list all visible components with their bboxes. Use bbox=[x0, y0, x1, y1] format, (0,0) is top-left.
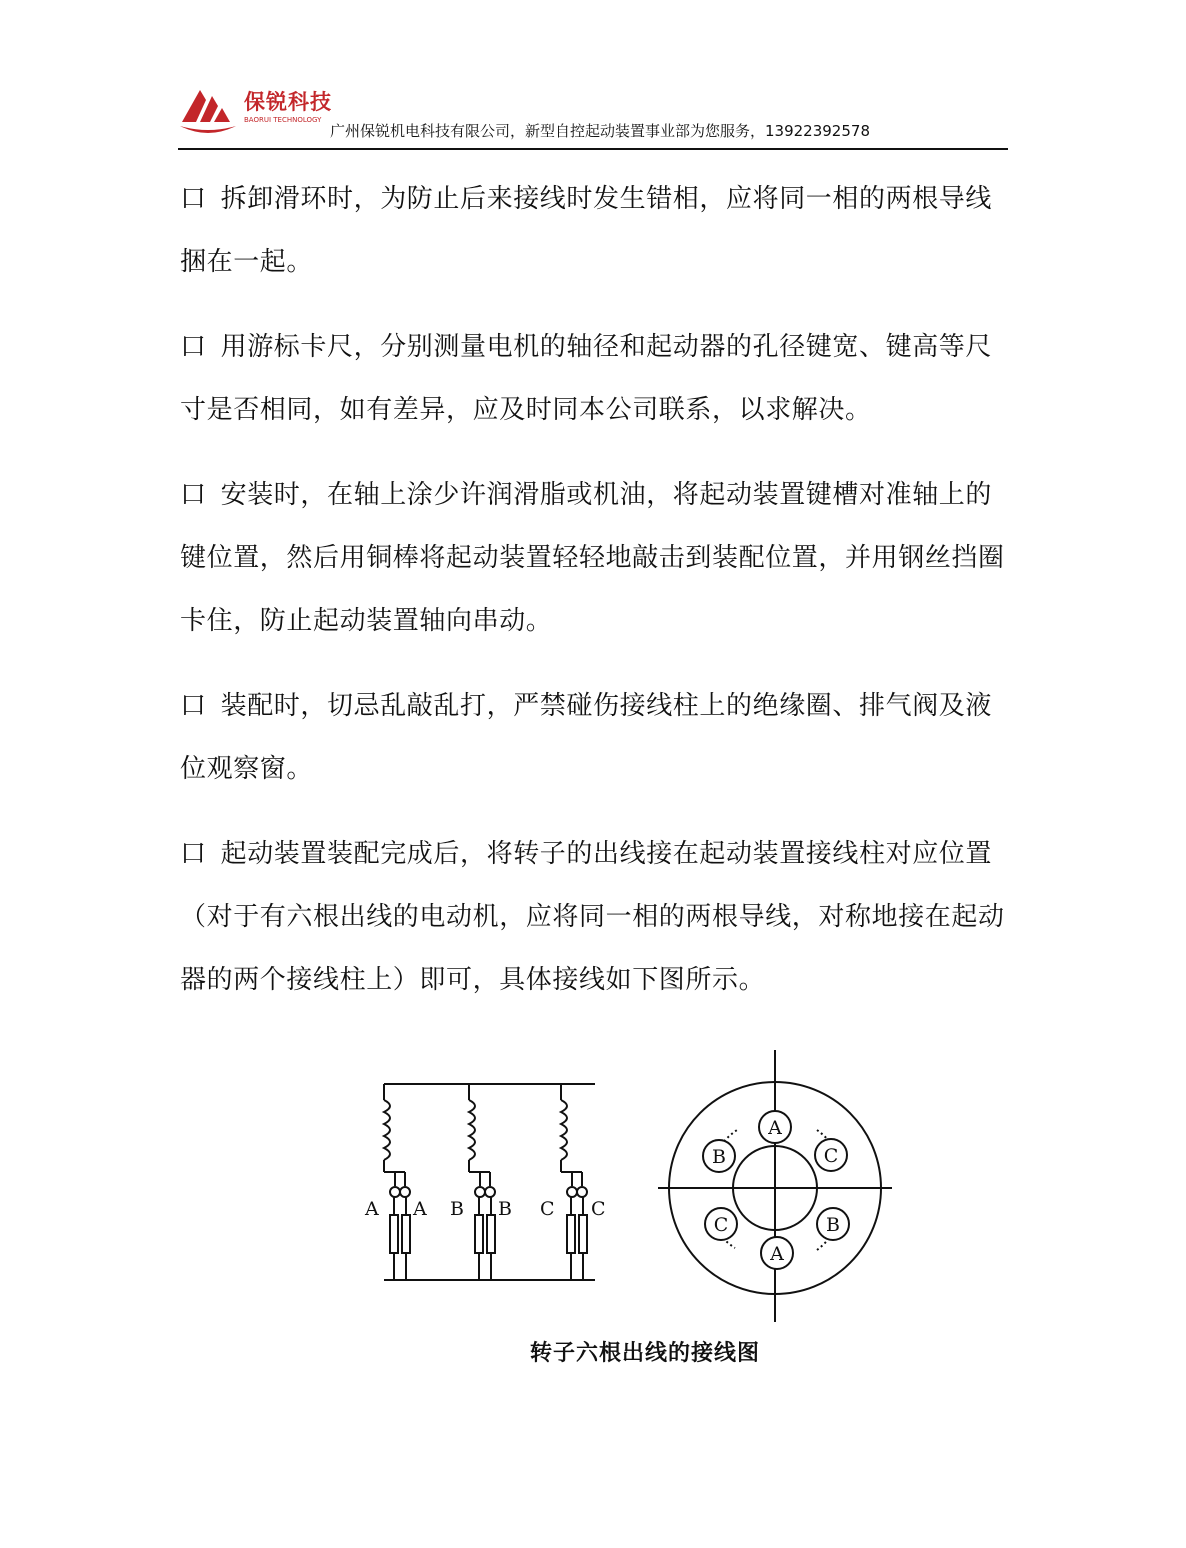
checkbox-icon: 口 bbox=[180, 839, 207, 869]
terminal-label: B bbox=[498, 1198, 512, 1220]
terminal-label: B bbox=[712, 1146, 726, 1168]
terminal-label: A bbox=[413, 1198, 427, 1220]
starter-terminal-layout bbox=[658, 1050, 892, 1322]
company-tagline: 广州保锐机电科技有限公司，新型自控起动装置事业部为您服务，13922392578 bbox=[330, 122, 870, 140]
checkbox-icon: 口 bbox=[180, 480, 207, 510]
page-header bbox=[178, 78, 1008, 150]
instruction-text: 起动装置装配完成后，将转子的出线接在起动装置接线柱对应位置（对于有六根出线的电动机，应将同一相的两根导线，对称地接在起动器的两个接线柱上）即可，具体接线如下图所示。 bbox=[180, 839, 1005, 995]
instruction-text: 用游标卡尺，分别测量电机的轴径和起动器的孔径键宽、键高等尺寸是否相同，如有差异，应及时同本公司联系，以求解决。 bbox=[180, 332, 993, 425]
wiring-diagram-drawing bbox=[355, 1050, 895, 1330]
figure-caption: 转子六根出线的接线图 bbox=[529, 1341, 760, 1366]
wiring-diagram bbox=[355, 1050, 895, 1390]
instruction-text: 安装时，在轴上涂少许润滑脂或机油，将起动装置键槽对准轴上的键位置，然后用铜棒将起动装置轻轻地敲击到装配位置，并用钢丝挡圈卡住，防止起动装置轴向串动。 bbox=[180, 480, 1005, 636]
instruction-text: 装配时，切忌乱敲乱打，严禁碰伤接线柱上的绝缘圈、排气阀及液位观察窗。 bbox=[180, 691, 993, 784]
terminal-label: A bbox=[768, 1117, 782, 1139]
header-divider bbox=[178, 148, 1008, 150]
phase-b-winding bbox=[469, 1084, 495, 1280]
brand-english-name: BAORUI TECHNOLOGY bbox=[244, 116, 322, 124]
terminal-label: A bbox=[770, 1243, 784, 1265]
terminal-label: B bbox=[826, 1214, 840, 1236]
instruction-item bbox=[180, 823, 1010, 1012]
terminal-label: B bbox=[450, 1198, 464, 1220]
brand-name: 保锐科技 bbox=[244, 90, 332, 114]
checkbox-icon: 口 bbox=[180, 332, 207, 362]
terminal-label: A bbox=[365, 1198, 379, 1220]
phase-a-winding bbox=[384, 1084, 410, 1280]
terminal-label: C bbox=[591, 1198, 606, 1220]
instruction-item bbox=[180, 168, 1010, 294]
instruction-item bbox=[180, 316, 1010, 442]
instruction-text: 拆卸滑环时，为防止后来接线时发生错相，应将同一相的两根导线捆在一起。 bbox=[180, 184, 993, 277]
baorui-logo-icon bbox=[178, 82, 238, 138]
checkbox-icon: 口 bbox=[180, 184, 207, 214]
checkbox-icon: 口 bbox=[180, 691, 207, 721]
instruction-item bbox=[180, 675, 1010, 801]
instruction-item bbox=[180, 464, 1010, 653]
terminal-label: C bbox=[823, 1145, 839, 1167]
terminal-label: C bbox=[540, 1198, 555, 1220]
terminal-label: C bbox=[713, 1214, 729, 1236]
phase-c-winding bbox=[561, 1084, 587, 1280]
instructions-list bbox=[180, 168, 1010, 1034]
